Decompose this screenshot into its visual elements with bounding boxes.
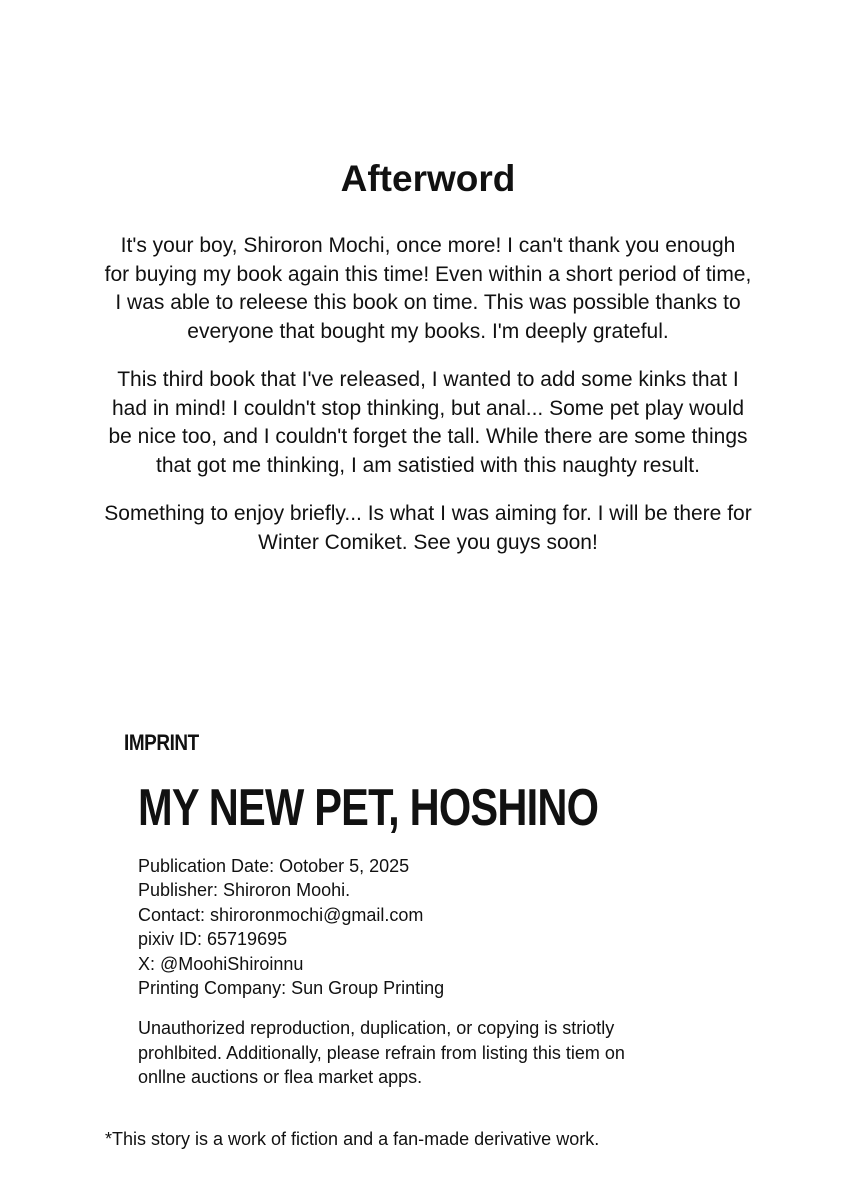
reproduction-notice: Unauthorized reproduction, duplication, or copying is striotly prohlbited. Additionally, please refrain from listing this tiem on onllne auctions or flea market apps. xyxy=(138,1018,625,1088)
publication-date: Publication Date: Ootober 5, 2025 xyxy=(138,856,410,876)
afterword-paragraph-1: It's your boy, Shiroron Mochi, once more! I can't thank you enough for buying my book again this time! Even within a short period of time, I was able to releese this book on time. This was possible thanks to everyone that bought my books. I'm deeply grateful. xyxy=(104,234,752,343)
imprint-label: IMPRINT xyxy=(124,730,199,755)
afterword-paragraph-3: Something to enjoy briefly... Is what I was aiming for. I will be there for Winter Comiket. See you guys soon! xyxy=(104,502,752,554)
pixiv-id: pixiv ID: 65719695 xyxy=(138,929,288,950)
book-title: MY NEW PET, HOSHINO xyxy=(138,779,599,837)
imprint-details xyxy=(138,854,804,1000)
printing-company: Printing Company: Sun Group Printing xyxy=(138,978,445,999)
fiction-disclaimer: *This story is a work of fiction and a fan-made derivative work. xyxy=(105,1129,600,1149)
imprint-section xyxy=(124,730,804,1090)
contact-email: Contact: shirorоnmochi@gmail.com xyxy=(138,904,424,925)
x-handle: X: @MoohiShiroinnu xyxy=(138,953,304,974)
afterword-paragraph-2: This third book that I've released, I wanted to add some kinks that I had in mind! I couldn't stop thinking, but anal... Some pet play would be nice too, and I couldn't forget the tall. While there are some things that got me thinking, I am satistied with this naughty result. xyxy=(108,368,748,477)
afterword-section xyxy=(40,156,816,577)
publisher: Publisher: Shiroron Moohi. xyxy=(138,880,351,901)
afterword-title: Afterword xyxy=(340,158,516,199)
